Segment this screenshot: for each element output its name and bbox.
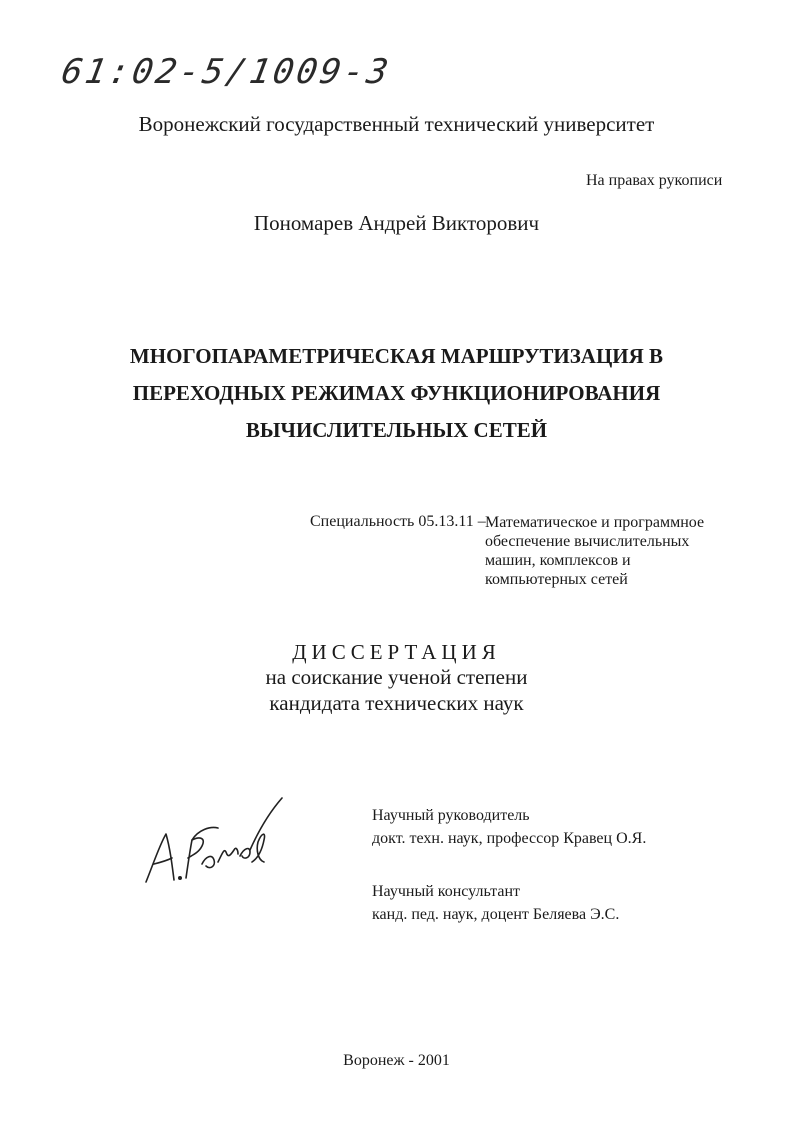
specialty-description — [485, 513, 704, 589]
rights-note: На правах рукописи — [586, 172, 723, 189]
supervisor-role: Научный руководитель — [372, 807, 530, 824]
supervisor-name: докт. техн. наук, профессор Кравец О.Я. — [372, 830, 647, 847]
specialty-line: машин, комплексов и — [485, 552, 631, 569]
title-line: МНОГОПАРАМЕТРИЧЕСКАЯ МАРШРУТИЗАЦИЯ В — [129, 344, 664, 368]
specialty-line: обеспечение вычислительных — [485, 533, 690, 550]
degree-line: кандидата технических наук — [269, 691, 524, 715]
city-year: Воронеж - 2001 — [343, 1052, 450, 1069]
specialty-label: Специальность 05.13.11 – — [310, 513, 486, 530]
author-name: Пономарев Андрей Викторович — [253, 211, 540, 235]
specialty-line: Математическое и программное — [485, 514, 705, 531]
specialty-line: компьютерных сетей — [485, 571, 628, 588]
dissertation-title — [0, 338, 793, 449]
consultant-name: канд. пед. наук, доцент Беляева Э.С. — [372, 906, 620, 923]
consultant-role: Научный консультант — [372, 883, 520, 900]
handwritten-signature — [140, 792, 290, 892]
title-line: ВЫЧИСЛИТЕЛЬНЫХ СЕТЕЙ — [245, 418, 548, 442]
archive-number: 61:02-5/1009-3 — [58, 52, 395, 92]
university-name: Воронежский государственный технический университет — [138, 112, 655, 136]
title-line: ПЕРЕХОДНЫХ РЕЖИМАХ ФУНКЦИОНИРОВАНИЯ — [132, 381, 661, 405]
document-type: ДИССЕРТАЦИЯ — [292, 640, 501, 664]
degree-line: на соискание ученой степени — [265, 665, 528, 689]
